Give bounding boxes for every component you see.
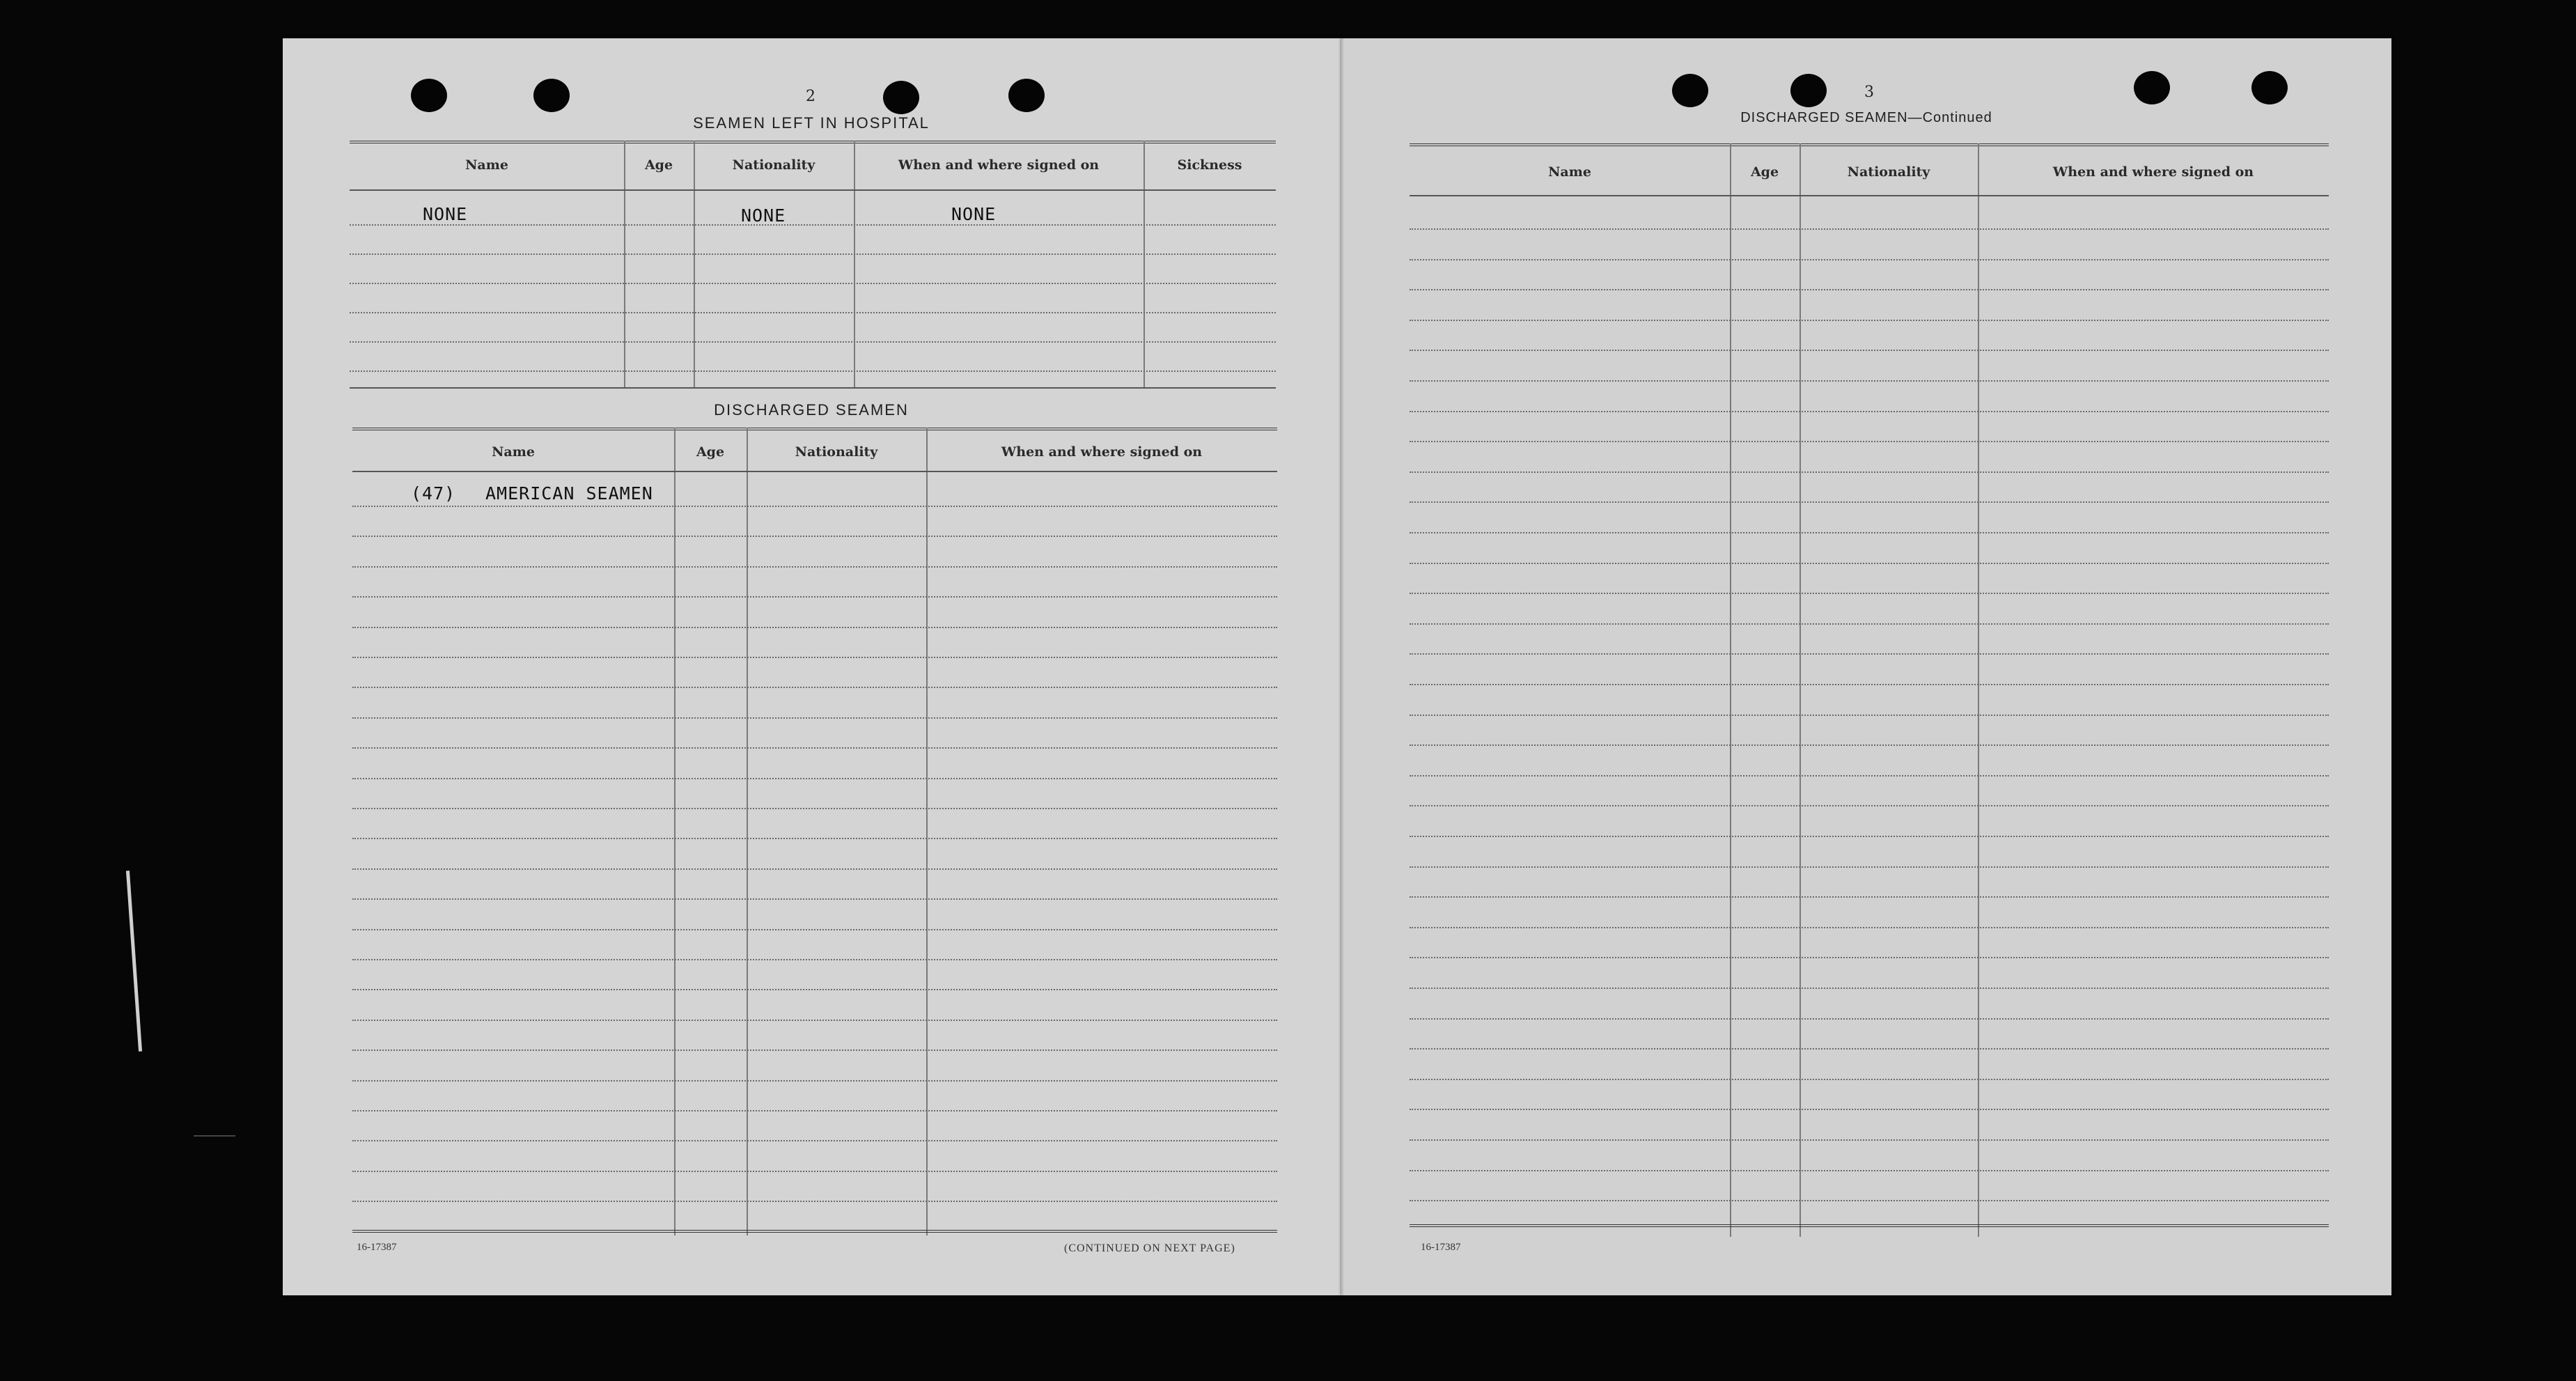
row-line bbox=[350, 224, 1276, 226]
punch-hole bbox=[1790, 74, 1827, 107]
row-line bbox=[352, 989, 1277, 990]
row-line bbox=[1410, 896, 2329, 898]
row-line bbox=[1410, 744, 2329, 746]
column-header-nationality: Nationality bbox=[1847, 164, 1930, 180]
row-line bbox=[1410, 380, 2329, 382]
row-line bbox=[352, 506, 1277, 507]
punch-hole bbox=[2134, 71, 2170, 104]
row-line bbox=[1410, 593, 2329, 594]
row-line bbox=[1410, 1048, 2329, 1050]
row-line bbox=[1410, 715, 2329, 716]
row-line bbox=[1410, 563, 2329, 564]
row-line bbox=[352, 536, 1277, 537]
punch-hole bbox=[1672, 74, 1708, 107]
page-fold bbox=[1341, 38, 1343, 1295]
column-rule bbox=[624, 141, 625, 389]
row-line bbox=[352, 929, 1277, 930]
row-line bbox=[1410, 350, 2329, 351]
punch-hole bbox=[533, 79, 570, 112]
column-header-name: Name bbox=[1548, 164, 1591, 180]
header-rule bbox=[350, 189, 1276, 191]
row-line bbox=[1410, 836, 2329, 837]
hospital-nationality-entry: NONE bbox=[741, 205, 786, 226]
column-rule bbox=[747, 428, 748, 1235]
row-line bbox=[1410, 1079, 2329, 1080]
form-number: 16-17387 bbox=[1421, 1242, 1461, 1253]
page-number: 3 bbox=[1864, 84, 1874, 101]
row-line bbox=[1410, 866, 2329, 868]
hospital-name-entry: NONE bbox=[423, 204, 468, 224]
row-line bbox=[1410, 532, 2329, 533]
row-line bbox=[352, 778, 1277, 779]
punch-hole bbox=[1008, 79, 1045, 112]
row-line bbox=[352, 596, 1277, 598]
discharged-table bbox=[352, 428, 1277, 1235]
row-line bbox=[1410, 259, 2329, 260]
column-rule bbox=[674, 428, 676, 1235]
column-header-age: Age bbox=[696, 444, 725, 460]
row-line bbox=[1410, 501, 2329, 503]
row-line bbox=[1410, 228, 2329, 230]
column-rule bbox=[854, 141, 855, 389]
row-line bbox=[352, 1201, 1277, 1202]
row-line bbox=[350, 341, 1276, 343]
section-title-discharged: DISCHARGED SEAMEN bbox=[714, 401, 909, 419]
column-header-sickness: Sickness bbox=[1177, 157, 1242, 173]
column-rule bbox=[1730, 143, 1731, 1237]
row-line bbox=[352, 1140, 1277, 1141]
row-line bbox=[352, 1171, 1277, 1172]
column-rule bbox=[1978, 143, 1979, 1237]
row-line bbox=[350, 370, 1276, 372]
punch-hole bbox=[2251, 71, 2288, 104]
row-line bbox=[352, 1020, 1277, 1021]
row-line bbox=[1410, 927, 2329, 928]
row-line bbox=[352, 808, 1277, 809]
row-line bbox=[1410, 775, 2329, 777]
row-line bbox=[352, 747, 1277, 749]
row-line bbox=[1410, 623, 2329, 625]
column-header-signed-on: When and where signed on bbox=[1001, 444, 1203, 460]
column-header-nationality: Nationality bbox=[732, 157, 815, 173]
row-line bbox=[1410, 653, 2329, 655]
row-line bbox=[352, 627, 1277, 628]
table-rule bbox=[1410, 143, 2329, 146]
column-rule bbox=[1800, 143, 1801, 1237]
section-title-hospital: SEAMEN LEFT IN HOSPITAL bbox=[693, 114, 930, 132]
row-line bbox=[1410, 1109, 2329, 1110]
table-rule bbox=[352, 428, 1277, 430]
column-rule bbox=[694, 141, 695, 389]
column-rule bbox=[1143, 141, 1145, 389]
section-title-continued: DISCHARGED SEAMEN—Continued bbox=[1740, 110, 1992, 125]
entry-name: AMERICAN SEAMEN bbox=[485, 483, 653, 504]
column-header-age: Age bbox=[644, 157, 673, 173]
row-line bbox=[1410, 1170, 2329, 1171]
row-line bbox=[352, 657, 1277, 658]
hospital-table bbox=[350, 141, 1276, 389]
hospital-signed-on-entry: NONE bbox=[951, 204, 997, 224]
row-line bbox=[1410, 1139, 2329, 1141]
row-line bbox=[1410, 289, 2329, 290]
row-line bbox=[350, 253, 1276, 255]
column-header-signed-on: When and where signed on bbox=[898, 157, 1100, 173]
table-rule bbox=[350, 141, 1276, 143]
row-line bbox=[1410, 411, 2329, 412]
form-number: 16-17387 bbox=[357, 1242, 397, 1253]
table-rule bbox=[350, 387, 1276, 389]
row-line bbox=[1410, 988, 2329, 989]
row-line bbox=[352, 1110, 1277, 1111]
film-scratch bbox=[126, 871, 142, 1052]
punch-hole bbox=[883, 81, 919, 114]
row-line bbox=[1410, 1018, 2329, 1020]
row-line bbox=[1410, 471, 2329, 473]
row-line bbox=[352, 1080, 1277, 1082]
row-line bbox=[1410, 957, 2329, 958]
header-rule bbox=[352, 471, 1277, 472]
row-line bbox=[1410, 684, 2329, 685]
row-line bbox=[350, 312, 1276, 313]
column-rule bbox=[926, 428, 928, 1235]
row-line bbox=[1410, 1200, 2329, 1201]
row-line bbox=[352, 717, 1277, 719]
column-header-name: Name bbox=[492, 444, 535, 460]
discharged-continued-table bbox=[1410, 143, 2329, 1237]
column-header-signed-on: When and where signed on bbox=[2052, 164, 2254, 180]
continued-note: (CONTINUED ON NEXT PAGE) bbox=[1064, 1242, 1235, 1254]
row-line bbox=[350, 283, 1276, 284]
row-line bbox=[352, 838, 1277, 839]
row-line bbox=[1410, 320, 2329, 321]
table-rule bbox=[352, 1230, 1277, 1233]
film-scratch bbox=[194, 1135, 235, 1137]
row-line bbox=[352, 1050, 1277, 1051]
table-rule bbox=[1410, 1224, 2329, 1227]
row-line bbox=[352, 959, 1277, 960]
row-line bbox=[352, 687, 1277, 688]
punch-hole bbox=[411, 79, 447, 112]
column-header-age: Age bbox=[1750, 164, 1779, 180]
row-line bbox=[1410, 441, 2329, 442]
column-header-nationality: Nationality bbox=[795, 444, 878, 460]
row-line bbox=[1410, 805, 2329, 806]
row-line bbox=[352, 566, 1277, 568]
row-line bbox=[352, 898, 1277, 900]
column-header-name: Name bbox=[465, 157, 508, 173]
header-rule bbox=[1410, 195, 2329, 196]
row-line bbox=[352, 868, 1277, 870]
entry-count: (47) bbox=[411, 483, 456, 504]
page-number: 2 bbox=[806, 88, 815, 105]
